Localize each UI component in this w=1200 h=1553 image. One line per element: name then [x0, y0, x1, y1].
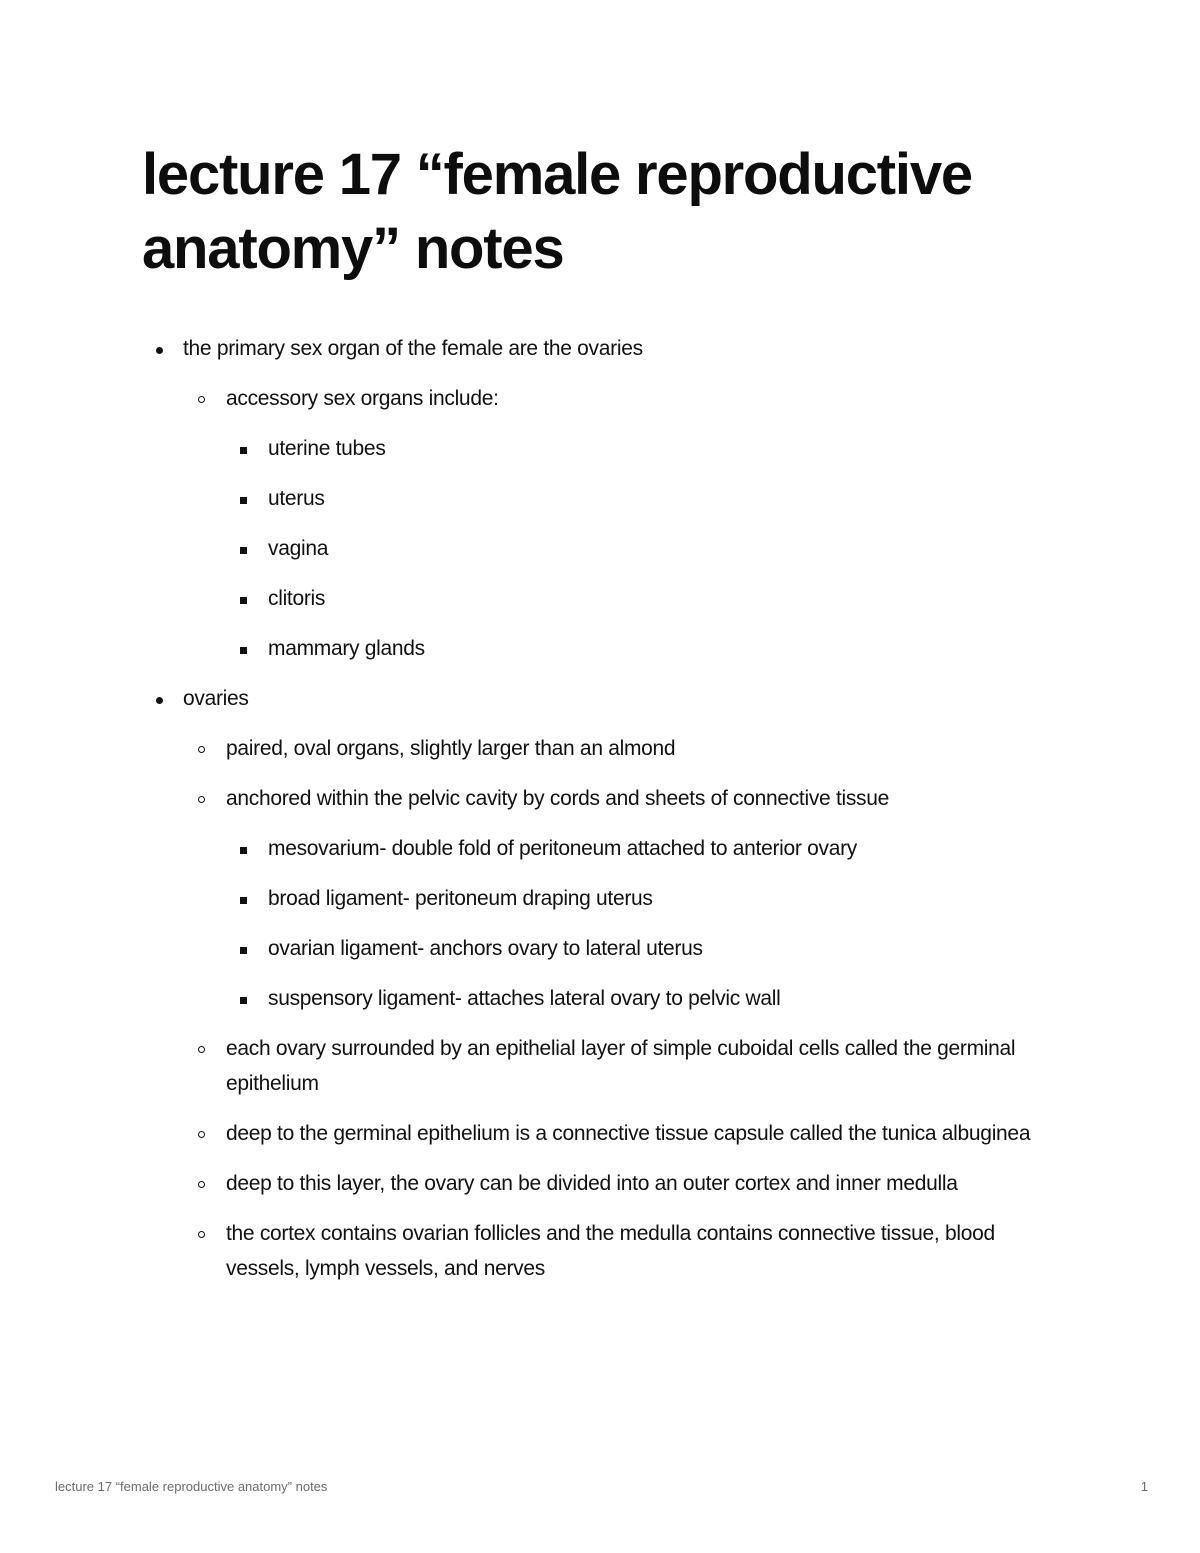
footer-page-number: 1: [1140, 1479, 1148, 1494]
list-item: [0, 423, 1058, 473]
list-item: [0, 373, 1056, 423]
list-item: [0, 1108, 1056, 1158]
list-item: [0, 673, 1053, 723]
list-item-text: deep to this layer, the ovary can be divided into an outer cortex and inner medulla: [226, 1171, 958, 1195]
square-bullet-icon: [240, 647, 247, 654]
square-bullet-icon: [240, 497, 247, 504]
list-item-text: paired, oval organs, slightly larger than an almond: [226, 736, 676, 760]
list-item-text: uterus: [268, 486, 325, 510]
disc-bullet-icon: [156, 347, 163, 354]
list-item-text: broad ligament- peritoneum draping uterus: [268, 886, 653, 910]
circle-bullet-icon: [198, 746, 205, 753]
square-bullet-icon: [240, 897, 247, 904]
list-item-text: the primary sex organ of the female are the ovaries: [183, 336, 643, 360]
list-item-text: each ovary surrounded by an epithelial layer of simple cuboidal cells called the germinal epithelium: [226, 1036, 1016, 1095]
list-item: [0, 623, 1058, 673]
list-item-text: mesovarium- double fold of peritoneum attached to anterior ovary: [268, 836, 857, 860]
square-bullet-icon: [240, 997, 247, 1004]
list-item: [0, 1158, 1056, 1208]
list-item-text: anchored within the pelvic cavity by cords and sheets of connective tissue: [226, 786, 890, 810]
list-item: [0, 473, 1058, 523]
list-item: [0, 1023, 1056, 1108]
footer-document-name: lecture 17 “female reproductive anatomy” notes: [55, 1479, 328, 1494]
list-item: [0, 773, 1056, 823]
list-item-text: mammary glands: [268, 636, 425, 660]
list-item-text: uterine tubes: [268, 436, 386, 460]
square-bullet-icon: [240, 547, 247, 554]
list-item-text: deep to the germinal epithelium is a connective tissue capsule called the tunica albuginea: [226, 1121, 1031, 1145]
list-item: [0, 573, 1058, 623]
list-item: [0, 873, 1058, 923]
circle-bullet-icon: [198, 396, 205, 403]
list-item: [0, 923, 1058, 973]
list-item-text: the cortex contains ovarian follicles and the medulla contains connective tissue, blood vessels, lymph vessels, and nerves: [226, 1221, 995, 1280]
circle-bullet-icon: [198, 1181, 205, 1188]
list-item-text: accessory sex organs include:: [226, 386, 499, 410]
square-bullet-icon: [240, 847, 247, 854]
circle-bullet-icon: [198, 1046, 205, 1053]
list-item: [0, 323, 1053, 373]
list-item-text: clitoris: [268, 586, 326, 610]
square-bullet-icon: [240, 447, 247, 454]
list-item: [0, 973, 1058, 1023]
circle-bullet-icon: [198, 1231, 205, 1238]
circle-bullet-icon: [198, 796, 205, 803]
disc-bullet-icon: [156, 697, 163, 704]
list-item: [0, 723, 1056, 773]
circle-bullet-icon: [198, 1131, 205, 1138]
list-item: [0, 823, 1058, 873]
list-item-text: suspensory ligament- attaches lateral ovary to pelvic wall: [268, 986, 781, 1010]
list-item: [0, 523, 1058, 573]
list-item-text: ovaries: [183, 686, 249, 710]
square-bullet-icon: [240, 947, 247, 954]
page-title: lecture 17 “female reproductive anatomy” notes: [142, 142, 972, 281]
list-item-text: ovarian ligament- anchors ovary to lateral uterus: [268, 936, 703, 960]
list-item-text: vagina: [268, 536, 329, 560]
square-bullet-icon: [240, 597, 247, 604]
notes-list: [0, 323, 1200, 1293]
list-item: [0, 1208, 1056, 1293]
